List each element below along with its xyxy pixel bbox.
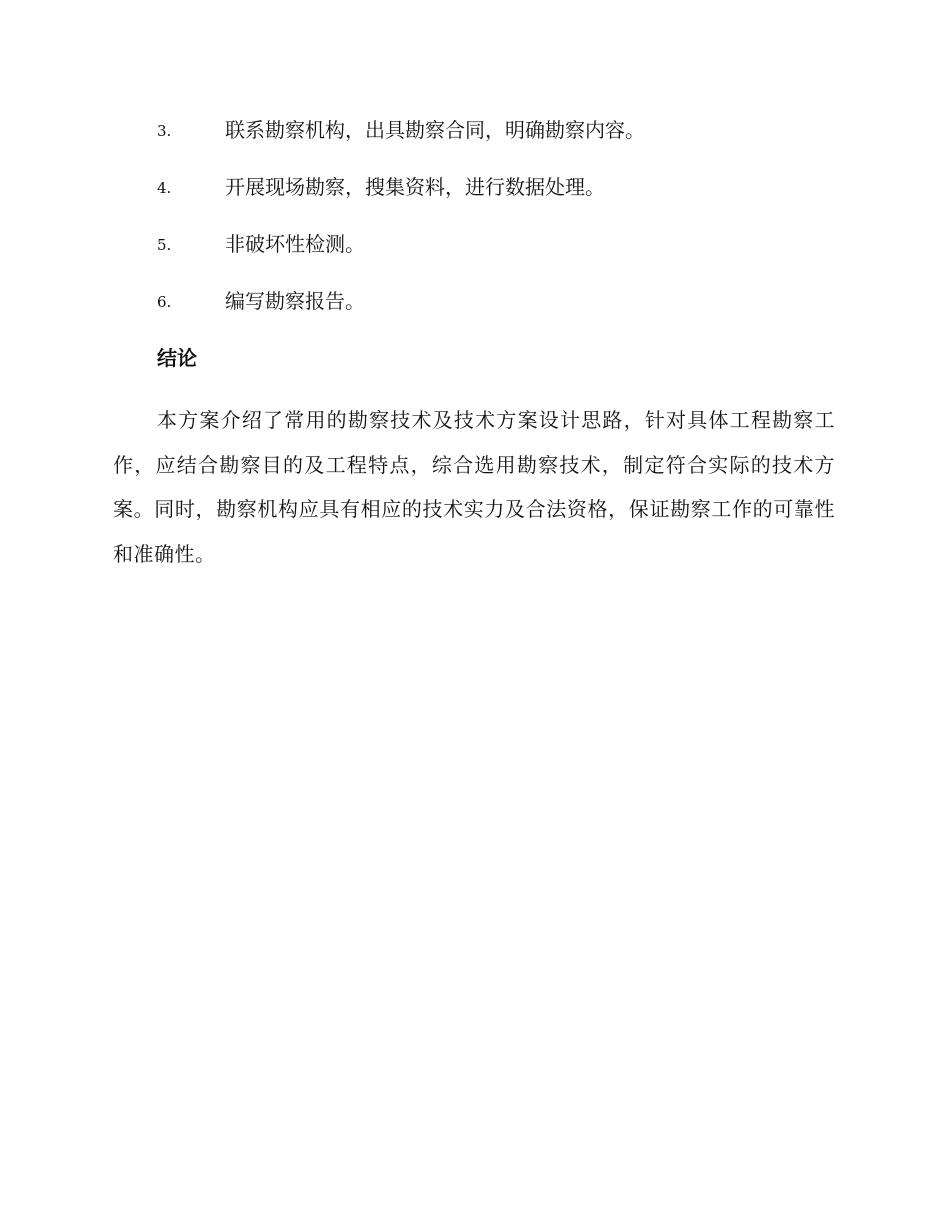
list-item (157, 116, 837, 146)
list-item-number: 4. (157, 179, 172, 197)
list-item (157, 230, 837, 260)
list-item-number: 5. (157, 236, 172, 254)
list-item-text: 编写勘察报告。 (225, 289, 365, 313)
list-item-number: 3. (157, 122, 172, 140)
list-item-text: 非破坏性检测。 (225, 232, 365, 256)
list-item-number: 6. (157, 293, 172, 311)
conclusion-paragraph: 本方案介绍了常用的勘察技术及技术方案设计思路，针对具体工程勘察工作，应结合勘察目的及工程特点，综合选用勘察技术，制定符合实际的技术方案。同时，勘察机构应具有相应的技术实力及合法资格，保证勘察工作的可靠性和准确性。 (113, 408, 835, 566)
list-item (157, 287, 837, 317)
list-item (157, 173, 837, 203)
list-item-text: 联系勘察机构，出具勘察合同，明确勘察内容。 (225, 118, 645, 142)
list-item-text: 开展现场勘察，搜集资料，进行数据处理。 (225, 175, 605, 199)
conclusion-heading: 结论 (157, 346, 197, 370)
